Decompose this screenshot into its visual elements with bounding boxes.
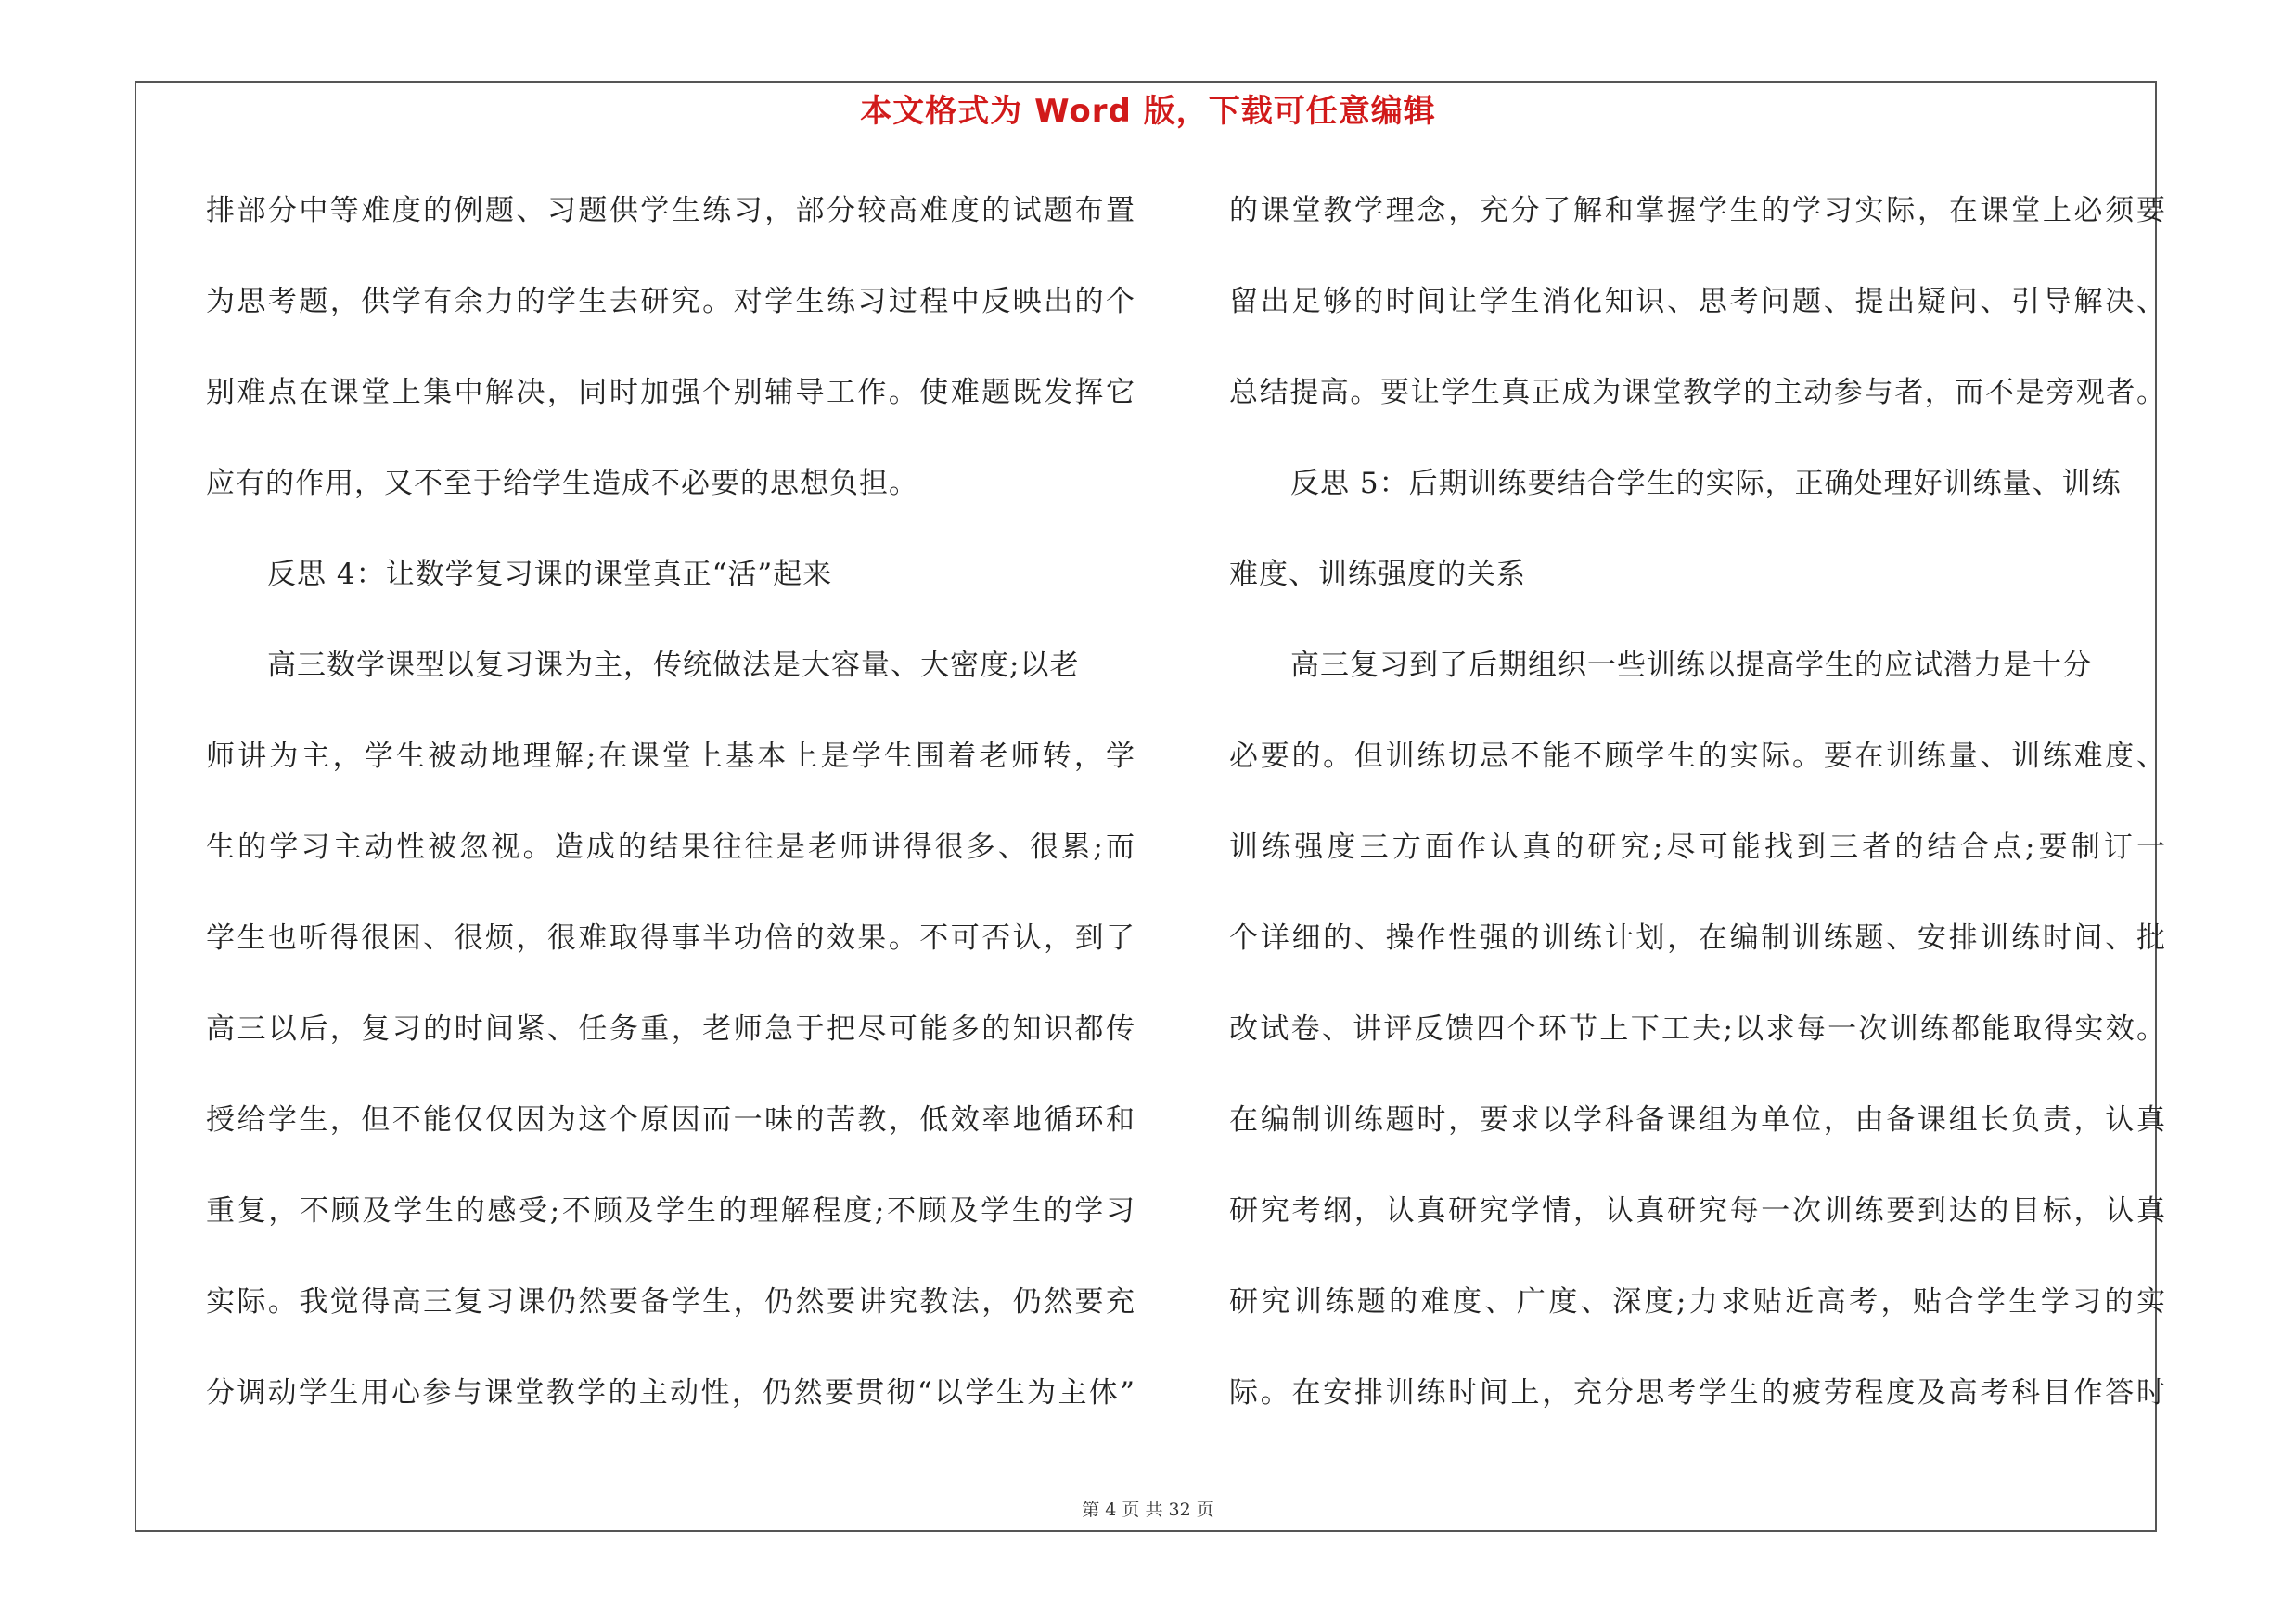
text-line: 生的学习主动性被忽视。造成的结果往往是老师讲得很多、很累;而: [206, 831, 1135, 864]
section-heading: 反思 4：让数学复习课的课堂真正“活”起来: [267, 558, 833, 591]
text-line: 个详细的、操作性强的训练计划，在编制训练题、安排训练时间、批: [1229, 921, 2166, 955]
text-line: 改试卷、讲评反馈四个环节上下工夫;以求每一次训练都能取得实效。: [1229, 1012, 2166, 1046]
text-line: 高三复习到了后期组织一些训练以提高学生的应试潜力是十分: [1290, 649, 2092, 682]
text-line: 高三数学课型以复习课为主，传统做法是大容量、大密度;以老: [267, 649, 1080, 682]
text-line: 际。在安排训练时间上，充分思考学生的疲劳程度及高考科目作答时: [1229, 1376, 2166, 1410]
text-line: 授给学生，但不能仅仅因为这个原因而一味的苦教，低效率地循环和: [206, 1103, 1135, 1137]
document-banner: 本文格式为 Word 版，下载可任意编辑: [860, 93, 1436, 130]
text-line: 的课堂教学理念，充分了解和掌握学生的学习实际，在课堂上必须要: [1229, 194, 2166, 227]
text-line: 为思考题，供学有余力的学生去研究。对学生练习过程中反映出的个: [206, 285, 1135, 318]
text-line: 分调动学生用心参与课堂教学的主动性，仍然要贯彻“以学生为主体”: [206, 1376, 1135, 1410]
text-line: 实际。我觉得高三复习课仍然要备学生，仍然要讲究教法，仍然要充: [206, 1285, 1135, 1319]
text-line: 在编制训练题时，要求以学科备课组为单位，由备课组长负责，认真: [1229, 1103, 2166, 1137]
text-line: 研究训练题的难度、广度、深度;力求贴近高考，贴合学生学习的实: [1229, 1285, 2166, 1319]
text-line: 高三以后，复习的时间紧、任务重，老师急于把尽可能多的知识都传: [206, 1012, 1135, 1046]
page-number: 第 4 页 共 32 页: [1082, 1500, 1214, 1520]
text-line: 学生也听得很困、很烦，很难取得事半功倍的效果。不可否认，到了: [206, 921, 1135, 955]
text-line: 必要的。但训练切忌不能不顾学生的实际。要在训练量、训练难度、: [1229, 740, 2166, 773]
text-line: 别难点在课堂上集中解决，同时加强个别辅导工作。使难题既发挥它: [206, 376, 1135, 409]
text-line: 应有的作用，又不至于给学生造成不必要的思想负担。: [206, 467, 918, 500]
left-text-column: [206, 187, 1135, 1461]
text-line: 师讲为主，学生被动地理解;在课堂上基本上是学生围着老师转，学: [206, 740, 1135, 773]
section-heading-continued: 难度、训练强度的关系: [1229, 558, 1526, 591]
text-line: 排部分中等难度的例题、习题供学生练习，部分较高难度的试题布置: [206, 194, 1135, 227]
text-line: 重复，不顾及学生的感受;不顾及学生的理解程度;不顾及学生的学习: [206, 1194, 1135, 1228]
right-text-column: [1229, 187, 2166, 1461]
section-heading: 反思 5：后期训练要结合学生的实际，正确处理好训练量、训练: [1290, 467, 2122, 500]
text-line: 研究考纲，认真研究学情，认真研究每一次训练要到达的目标，认真: [1229, 1194, 2166, 1228]
text-line: 总结提高。要让学生真正成为课堂教学的主动参与者，而不是旁观者。: [1229, 376, 2166, 409]
text-line: 训练强度三方面作认真的研究;尽可能找到三者的结合点;要制订一: [1229, 831, 2166, 864]
text-line: 留出足够的时间让学生消化知识、思考问题、提出疑问、引导解决、: [1229, 285, 2166, 318]
